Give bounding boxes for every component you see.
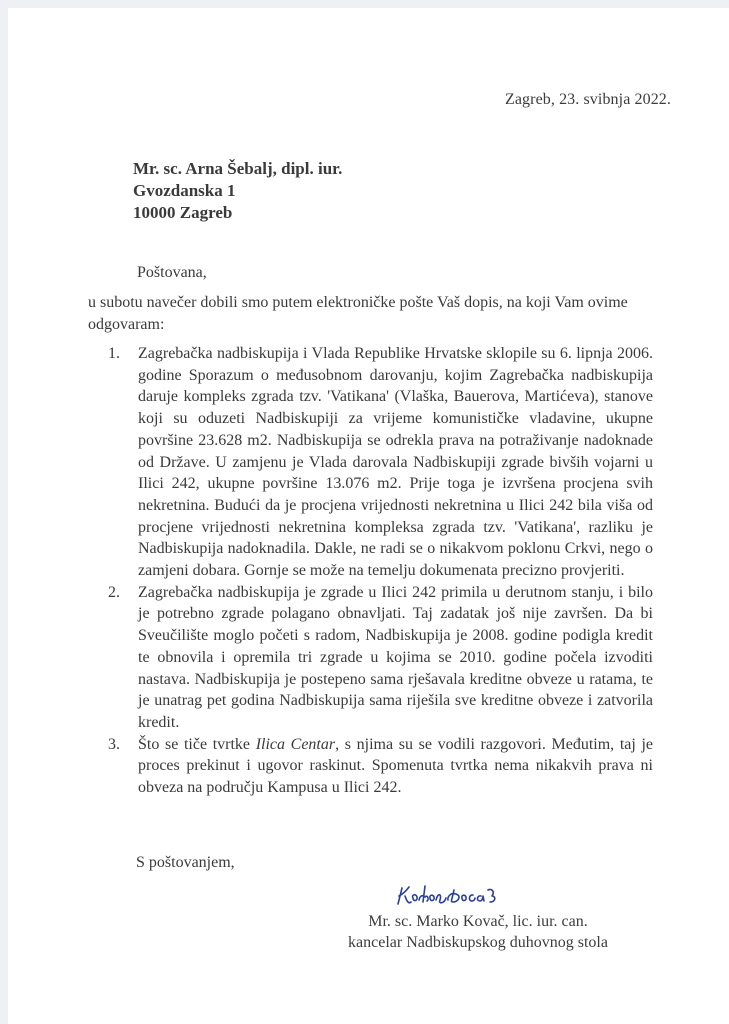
greeting: Poštovana, bbox=[137, 264, 207, 281]
list-item-number: 2. bbox=[108, 583, 120, 601]
recipient-street: Gvozdanska 1 bbox=[133, 181, 236, 200]
letter-page bbox=[8, 8, 729, 1024]
signatory-block bbox=[308, 911, 648, 953]
recipient-address bbox=[133, 158, 342, 224]
signatory-title: kancelar Nadbiskupskog duhovnog stola bbox=[348, 934, 608, 951]
date-line: Zagreb, 23. svibnja 2022. bbox=[504, 91, 671, 108]
list-item-text-part: Što se tiče tvrtke bbox=[138, 735, 256, 753]
recipient-name: Mr. sc. Arna Šebalj, dipl. iur. bbox=[133, 159, 343, 178]
numbered-list bbox=[88, 343, 653, 799]
recipient-city: 10000 Zagreb bbox=[133, 203, 233, 222]
list-item-text-part: , s njima su se vodili razgovori. Međutim, taj je proces prekinut i ugovor raskinut. Spomenuta tvrtka nema nikakvih prava ni obveza na području Kampusa u Ilici 242. bbox=[138, 735, 654, 797]
signatory-name: Mr. sc. Marko Kovač, lic. iur. can. bbox=[368, 913, 588, 930]
list-item-number: 1. bbox=[108, 345, 120, 362]
list-item-text: Zagrebačka nadbiskupija je zgrade u Ilici 242 primila u derutnom stanju, i bilo je potrebno zgrade polagano obnavljati. Taj zadatak još nije završen. Da bi Sveučilište moglo početi s radom, Nadbiskupija je 2008. godine podigla kredit te obnovila i opremila tri zgrade u kojima se 2010. godine počela izvoditi nastava. Nadbiskupija je postepeno sama rješavala kreditne obveze u ratama, te je unatrag pet godina Nadbiskupija sama riješila sve kreditne obveze i zatvorila kredit. bbox=[138, 583, 653, 731]
intro-paragraph: u subotu navečer dobili smo putem elektroničke pošte Vaš dopis, na koji Vam ovime odgovaram: bbox=[88, 294, 628, 333]
list-item-text bbox=[138, 736, 653, 796]
list-item-text: Zagrebačka nadbiskupija i Vlada Republike Hrvatske sklopile su 6. lipnja 2006. godine Sporazum o međusobnom darovanju, kojim Zagrebačka nadbiskupija daruje kompleks zgrada tzv. 'Vatikana' (Vlaška, Bauerova, Martićeva), stanove koji su oduzeti Nadbiskupiji za vrijeme komunističke vladavine, ukupne površine 23.628 m2. Nadbiskupija se odrekla prava na potraživanje nadoknade od Države. U zamjenu je Vlada darovala Nadbiskupiji zgrade bivših vojarni u Ilici 242, ukupne površine 13.076 m2. Prije toga je izvršena procjena svih nekretnina. Budući da je procjena vrijednosti nekretnina u Ilici 242 bila viša od procjene vrijednosti nekretnina kompleksa zgrada tzv. 'Vatikana', razliku je Nadbiskupija nadoknadila. Dakle, ne radi se o nikakvom poklonu Crkvi, nego o zamjeni dobara. Gornje se može na temelju dokumenata precizno provjeriti. bbox=[138, 345, 653, 580]
list-item bbox=[88, 582, 653, 734]
company-name: Ilica Centar bbox=[255, 735, 336, 753]
list-item-number: 3. bbox=[108, 735, 120, 753]
closing-salutation: S poštovanjem, bbox=[136, 854, 235, 871]
list-item bbox=[88, 734, 653, 799]
list-item bbox=[88, 343, 653, 582]
